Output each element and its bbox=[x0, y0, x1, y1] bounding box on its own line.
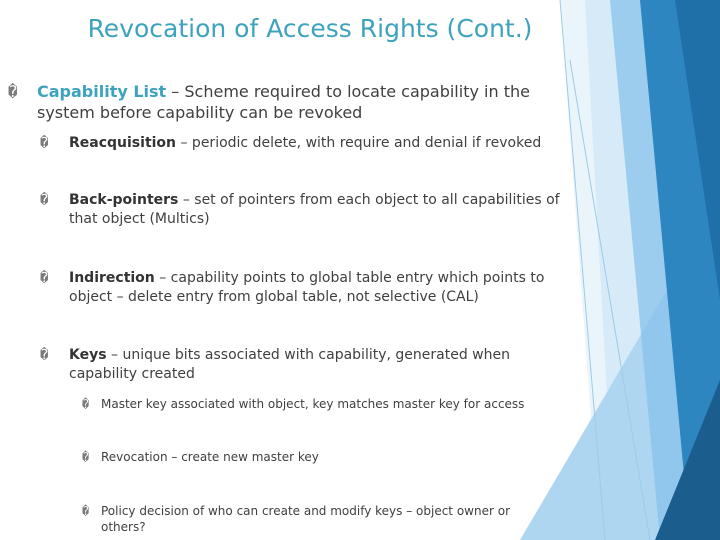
main-bullet-text bbox=[37, 81, 532, 123]
bullet-icon: � bbox=[40, 270, 49, 286]
sub-term: Reacquisition bbox=[69, 135, 177, 151]
key-bullet-text: Policy decision of who can create and modify keys – object owner or others? bbox=[101, 504, 510, 534]
bullet-icon: � bbox=[82, 504, 90, 518]
bullet-icon: � bbox=[82, 397, 90, 411]
sub-bullet-text bbox=[69, 346, 529, 384]
sub-bullet-text bbox=[69, 134, 569, 153]
slide-title: Revocation of Access Rights (Cont.) bbox=[87, 14, 533, 43]
sub-description: – periodic delete, with require and denial if revoked bbox=[176, 135, 542, 151]
key-bullet-text: Revocation – create new master key bbox=[101, 450, 319, 464]
sub-description: – capability points to global table entry which points to object – delete entry from global table, not selective (CAL) bbox=[69, 270, 545, 305]
sub-bullet-text bbox=[69, 269, 564, 307]
sub-term: Back-pointers bbox=[69, 192, 179, 208]
sub-term: Keys bbox=[69, 347, 107, 363]
sub-description: – set of pointers from each object to all capabilities of that object (Multics) bbox=[69, 192, 560, 227]
sub-bullet-text bbox=[69, 191, 574, 229]
sub-description: – unique bits associated with capability, generated when capability created bbox=[69, 347, 510, 382]
sub-term: Indirection bbox=[69, 270, 155, 286]
main-description: – Scheme required to locate capability in the system before capability can be revoked bbox=[37, 82, 530, 122]
bullet-icon: � bbox=[40, 135, 49, 151]
key-bullet-text: Master key associated with object, key matches master key for access bbox=[101, 397, 525, 411]
main-term: Capability List bbox=[37, 82, 167, 101]
bullet-icon: � bbox=[8, 82, 18, 101]
bullet-icon: � bbox=[82, 450, 90, 464]
bullet-icon: � bbox=[40, 347, 49, 363]
bullet-icon: � bbox=[40, 192, 49, 208]
